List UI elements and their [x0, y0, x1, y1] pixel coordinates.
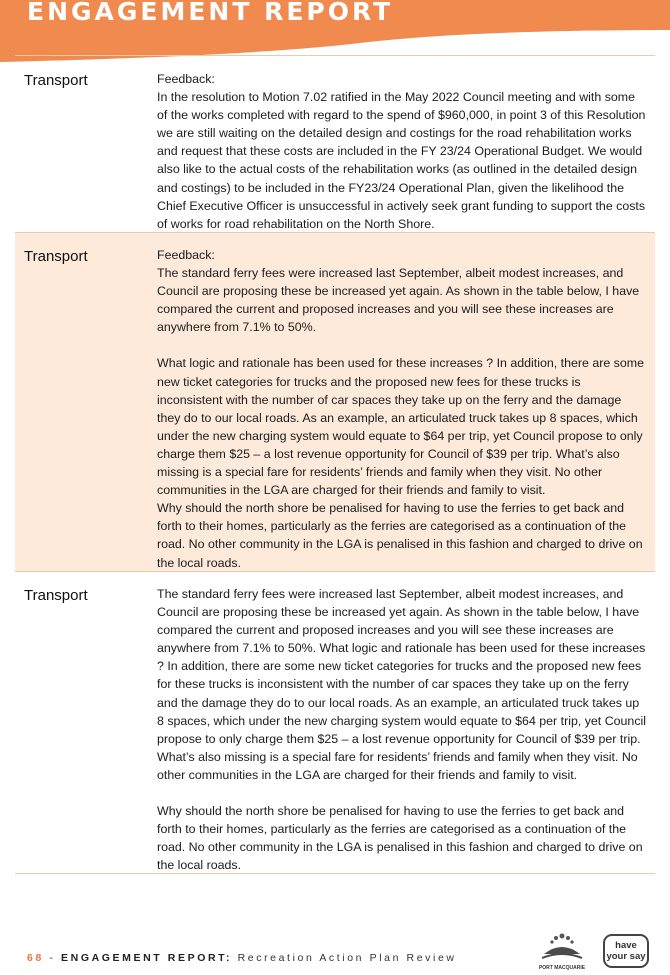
header-title: ENGAGEMENT REPORT: [27, 0, 394, 26]
paragraph: In the resolution to Motion 7.02 ratified in the May 2022 Council meeting and with some of the works completed with regard to the spend of $960,000, in point 3 of this Resolution we are still waiting on the detailed design and costings for the road rehabilitation works and request that these costs are included in the FY 23/24 Operational Budget. We would also like to the actual costs of the rehabilitation works (as outlined in the detailed design and costings) to be included in the FY23/24 Operational Plan, given the likelihood the Chief Executive Officer is unsuccessful in actively seek grant funding to support the costs of works for road rehabilitation on the North Shore.: [157, 90, 646, 231]
footer-separator: -: [43, 952, 62, 964]
feedback-row: [15, 233, 655, 571]
paragraph: Why should the north shore be penalised for having to use the ferries to get back and forth to their homes, particularly as the ferries are categorised as a continuation of the road. No other community in the LGA is penalised in this fashion and charged to drive on the local roads.: [157, 804, 643, 873]
paragraph: The standard ferry fees were increased last September, albeit modest increases, and Council are proposing these be increased yet again. As shown in the table below, I have compared the current and proposed increases and you will see these increases are anywhere from 7.1% to 50%. What logic and rationale has been used for these increases ? In addition, there are some new ticket categories for trucks and the proposed new fees for these trucks is inconsistent with the number of car spaces they take up on the ferry and the damage they do to our local roads. As an example, an articulated truck takes up 8 spaces, which under the new charging system would equate to $64 per trip, yet Council propose to only charge them $25 – a lost revenue opportunity for Council of $39 per trip. What’s also missing is a special fare for residents’ friends and family when they visit. No other communities in the LGA are charged for their friends and family to visit.: [157, 587, 647, 782]
report-header: [0, 0, 670, 62]
divider: [15, 873, 655, 874]
council-logo: [532, 930, 592, 970]
paragraph: Feedback:: [157, 72, 215, 86]
row-feedback-text: [157, 70, 647, 233]
council-logo-text: PORT MACQUARIE: [538, 965, 586, 970]
row-feedback-text: [157, 246, 647, 572]
footer-report-label: ENGAGEMENT REPORT:: [61, 952, 233, 964]
row-category-label: Transport: [24, 587, 88, 604]
council-logo-icon: [532, 930, 592, 970]
divider: [15, 55, 655, 56]
page-number: 68: [27, 952, 44, 964]
paragraph: The standard ferry fees were increased last September, albeit modest increases, and Council are proposing these be increased yet again. As shown in the table below, I have compared the current and proposed increases and you will see these increases are anywhere from 7.1% to 50%.: [157, 266, 640, 335]
have-your-say-line1: have: [615, 940, 637, 951]
row-feedback-text: [157, 585, 647, 874]
footer-report-subtitle: Recreation Action Plan Review: [232, 952, 457, 964]
have-your-say-line2: your say: [606, 951, 646, 962]
have-your-say-logo: [603, 934, 649, 968]
feedback-row: [15, 572, 655, 872]
paragraph: Why should the north shore be penalised for having to use the ferries to get back and forth to their homes, particularly as the ferries are categorised as a continuation of the road. No other community in the LGA is penalised in this fashion and charged to drive on the local roads.: [157, 501, 643, 570]
row-category-label: Transport: [24, 72, 88, 89]
footer-caption: [27, 952, 457, 964]
paragraph: Feedback:: [157, 248, 215, 262]
feedback-row: [15, 60, 655, 232]
paragraph: What logic and rationale has been used for these increases ? In addition, there are some new ticket categories for trucks and the proposed new fees for these trucks is inconsistent with the number of car spaces they take up on the ferry and the damage they do to our local roads. As an example, an articulated truck takes up 8 spaces, which under the new charging system would equate to $64 per trip, yet Council propose to only charge them $25 – a lost revenue opportunity for Council of $39 per trip. What’s also missing is a special fare for residents’ friends and family when they visit. No other communities in the LGA are charged for their friends and family to visit.: [157, 356, 644, 498]
row-category-label: Transport: [24, 248, 88, 265]
